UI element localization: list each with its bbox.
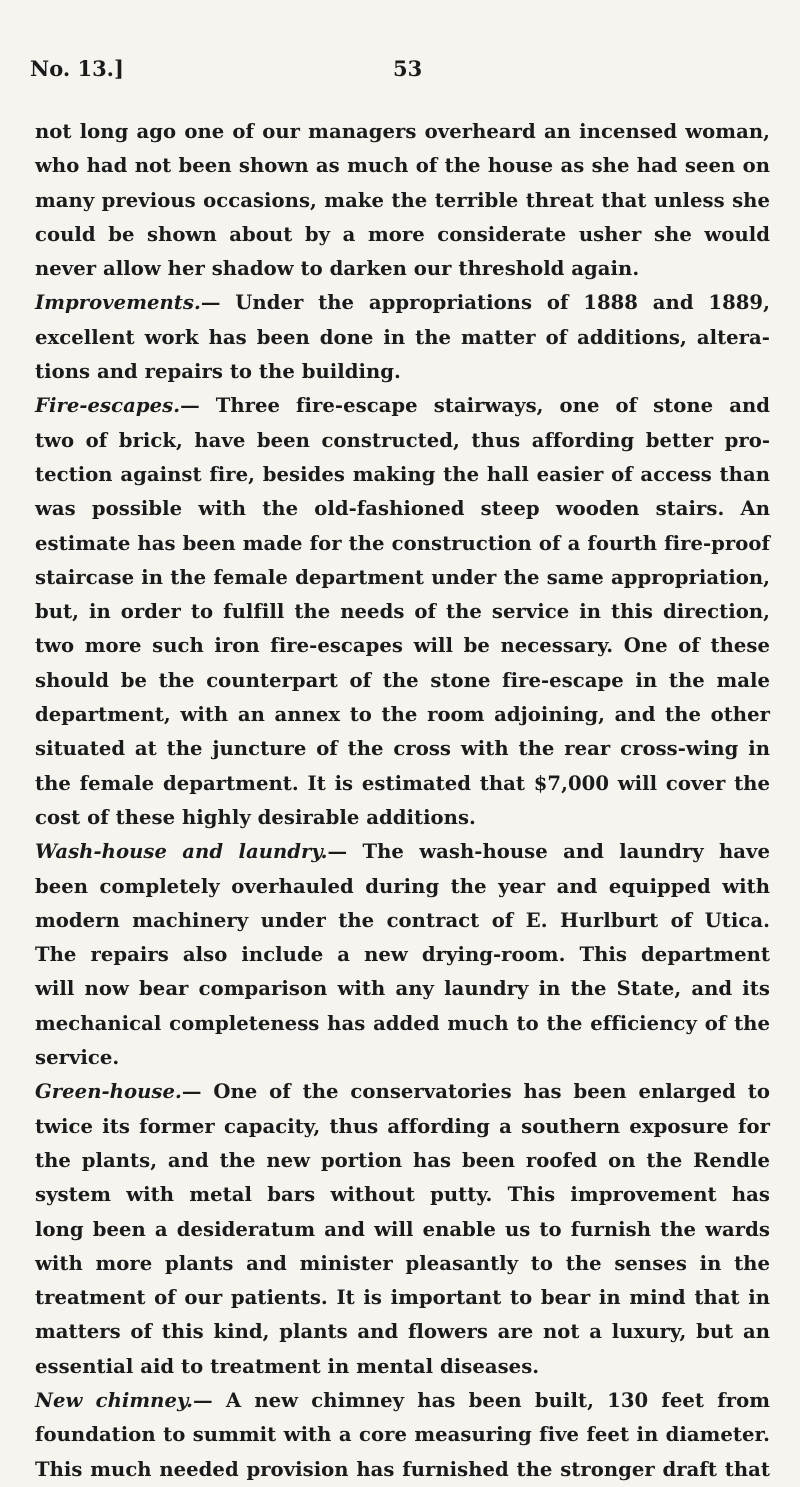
text-line: [35, 355, 770, 389]
page-number: 53: [393, 56, 423, 81]
text-line: [35, 1247, 770, 1281]
line-text: matters of this kind, plants and flowers are not a luxury, but an: [35, 1320, 770, 1344]
line-text: with more plants and minister pleasantly to the senses in the: [35, 1251, 770, 1275]
line-text: tection against fire, besides making the hall easier of access than: [35, 462, 770, 486]
line-text: tions and repairs to the building.: [35, 360, 401, 384]
line-text: — The wash-house and laundry have: [327, 840, 770, 864]
text-line: [35, 1350, 770, 1384]
line-text: two more such iron fire-escapes will be necessary. One of these: [35, 634, 770, 658]
document-number: No. 13.]: [30, 56, 124, 81]
section-heading: Wash-house and laundry.: [35, 840, 328, 864]
section-heading: Improvements.: [35, 291, 201, 315]
text-line: [35, 698, 770, 732]
text-line: [35, 904, 770, 938]
section-heading-line: [35, 389, 770, 423]
text-line: [35, 1144, 770, 1178]
text-line: [35, 870, 770, 904]
line-text: could be shown about by a more considerate usher she would: [35, 222, 770, 246]
text-line: [35, 938, 770, 972]
line-text: many previous occasions, make the terrible threat that unless she: [35, 188, 770, 212]
line-text: twice its former capacity, thus affording a southern exposure for: [35, 1114, 770, 1138]
line-text: the female department. It is estimated that $7,000 will cover the: [35, 771, 770, 795]
text-line: [35, 149, 770, 183]
line-text: mechanical completeness has added much to the efficiency of the: [35, 1011, 770, 1035]
line-text: staircase in the female department under the same appropriation,: [35, 565, 770, 589]
line-text: two of brick, have been constructed, thus affording better pro-: [35, 428, 770, 452]
text-line: [35, 801, 770, 835]
text-line: [35, 664, 770, 698]
section-heading: New chimney.: [35, 1388, 194, 1412]
text-line: [35, 1213, 770, 1247]
line-text: system with metal bars without putty. This improvement has: [35, 1183, 770, 1207]
line-text: estimate has been made for the construction of a fourth fire-proof: [35, 531, 770, 555]
text-line: [35, 1418, 770, 1452]
text-line: [35, 458, 770, 492]
text-line: [35, 1110, 770, 1144]
line-text: department, with an annex to the room adjoining, and the other: [35, 703, 770, 727]
text-line: [35, 424, 770, 458]
line-text: who had not been shown as much of the house as she had seen on: [35, 154, 770, 178]
line-text: — Three fire-escape stairways, one of stone and: [180, 394, 770, 418]
line-text: foundation to summit with a core measuring five feet in diameter.: [35, 1423, 770, 1447]
line-text: was possible with the old-fashioned steep wooden stairs. An: [35, 497, 770, 521]
running-head: [30, 56, 770, 90]
line-text: never allow her shadow to darken our threshold again.: [35, 257, 640, 281]
section-heading: Green-house.: [35, 1080, 182, 1104]
text-line: [35, 184, 770, 218]
text-line: [35, 527, 770, 561]
line-text: will now bear comparison with any laundry in the State, and its: [35, 977, 770, 1001]
line-text: not long ago one of our managers overheard an incensed woman,: [35, 120, 770, 143]
text-line: [35, 115, 770, 149]
line-text: but, in order to fulfill the needs of the service in this direction,: [35, 600, 770, 624]
line-text: long been a desideratum and will enable us to furnish the wards: [35, 1217, 770, 1241]
line-text: essential aid to treatment in mental diseases.: [35, 1354, 540, 1378]
text-line: [35, 629, 770, 663]
line-text: — Under the appropriations of 1888 and 1889,: [200, 291, 770, 315]
line-text: should be the counterpart of the stone fire-escape in the male: [35, 668, 770, 692]
body-text: [35, 115, 770, 1487]
line-text: — A new chimney has been built, 130 feet from: [193, 1388, 770, 1412]
section-heading-line: [35, 1384, 770, 1418]
text-line: [35, 1041, 770, 1075]
text-line: [35, 1178, 770, 1212]
line-text: cost of these highly desirable additions.: [35, 805, 476, 829]
text-line: [35, 218, 770, 252]
text-line: [35, 595, 770, 629]
text-line: [35, 492, 770, 526]
text-line: [35, 1315, 770, 1349]
text-line: [35, 767, 770, 801]
text-line: [35, 321, 770, 355]
text-line: [35, 252, 770, 286]
line-text: The repairs also include a new drying-room. This department: [35, 943, 770, 967]
line-text: excellent work has been done in the matter of additions, altera-: [35, 325, 770, 349]
text-line: [35, 972, 770, 1006]
text-line: [35, 1007, 770, 1041]
line-text: — One of the conservatories has been enlarged to: [181, 1080, 770, 1104]
text-line: [35, 732, 770, 766]
text-line: [35, 561, 770, 595]
line-text: modern machinery under the contract of E. Hurlburt of Utica.: [35, 908, 770, 932]
section-heading-line: [35, 835, 770, 869]
section-heading: Fire-escapes.: [35, 394, 181, 418]
line-text: This much needed provision has furnished the stronger draft that: [35, 1457, 770, 1481]
line-text: the plants, and the new portion has been roofed on the Rendle: [35, 1148, 770, 1172]
line-text: service.: [35, 1046, 120, 1070]
line-text: been completely overhauled during the year and equipped with: [35, 874, 770, 898]
section-heading-line: [35, 286, 770, 320]
text-line: [35, 1281, 770, 1315]
line-text: situated at the juncture of the cross with the rear cross-wing in: [35, 737, 770, 761]
section-heading-line: [35, 1075, 770, 1109]
text-line: [35, 1453, 770, 1487]
line-text: treatment of our patients. It is important to bear in mind that in: [35, 1286, 770, 1310]
